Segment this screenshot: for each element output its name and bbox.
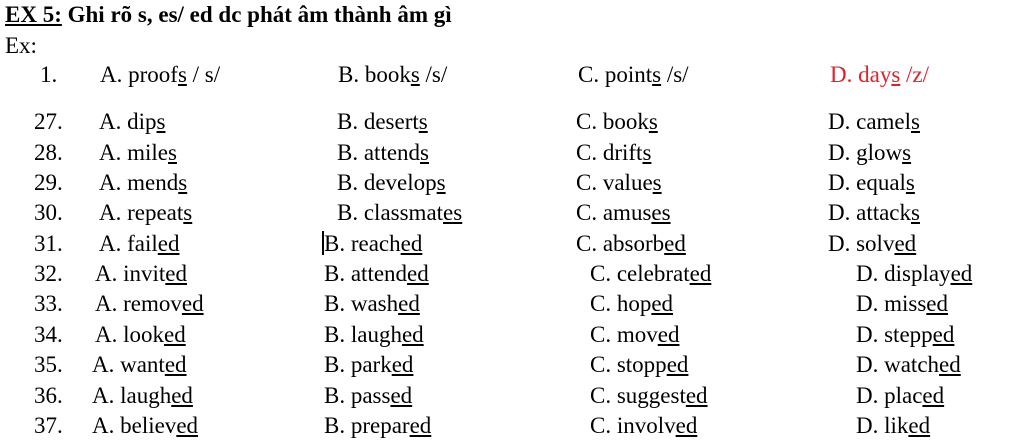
option-text: A. remov — [95, 291, 182, 316]
option-b — [324, 352, 413, 378]
option-c — [590, 352, 688, 378]
example-option-a — [100, 62, 220, 88]
option-text: A. laugh — [92, 383, 172, 408]
option-text: C. stopp — [590, 352, 667, 377]
option-a — [92, 413, 198, 439]
option-c — [590, 261, 711, 287]
question-number: 33. — [34, 291, 63, 316]
option-text: C. point — [578, 62, 653, 87]
option-a — [95, 291, 204, 317]
option-text: A. fail — [99, 231, 158, 256]
underlined-ending: ed — [651, 291, 674, 316]
underlined-ending: s — [648, 109, 658, 134]
underlined-ending: ed — [409, 413, 432, 438]
phonetic-answer: /z/ — [900, 62, 930, 87]
example-option-c — [578, 62, 689, 88]
question-number: 31. — [34, 231, 63, 256]
option-text: A. dip — [99, 109, 157, 134]
question-number: 35. — [34, 352, 63, 377]
option-text: C. absorb — [576, 231, 665, 256]
option-text: B. park — [324, 352, 392, 377]
option-text: C. hop — [590, 291, 652, 316]
option-text: C. celebrat — [590, 261, 690, 286]
underlined-ending: ed — [164, 352, 187, 377]
underlined-ending: ed — [689, 261, 712, 286]
underlined-ending: ed — [157, 231, 180, 256]
option-text: B. develop — [337, 170, 437, 195]
option-text: A. mend — [99, 170, 179, 195]
underlined-ending: s — [420, 140, 429, 165]
question-number: 37. — [34, 413, 63, 438]
option-text: A. invit — [95, 261, 166, 286]
example-label: Ex: — [5, 33, 37, 58]
phonetic-answer: /s/ — [661, 62, 689, 87]
option-text: A. look — [95, 322, 164, 347]
option-a — [92, 352, 187, 378]
option-c — [576, 109, 658, 135]
option-d — [856, 352, 961, 378]
underlined-ending: ed — [391, 352, 414, 377]
option-text: D. camel — [828, 109, 912, 134]
option-text: B. reach — [324, 231, 401, 256]
option-a — [99, 109, 165, 135]
option-b — [324, 231, 422, 257]
underlined-ending: s — [905, 170, 915, 195]
underlined-ending: ed — [176, 413, 199, 438]
option-text: D. day — [830, 62, 892, 87]
option-text: D. plac — [856, 383, 923, 408]
option-text: B. book — [338, 62, 411, 87]
underlined-ending: s — [410, 62, 420, 87]
underlined-ending: s — [183, 200, 193, 225]
option-text: C. mov — [590, 322, 658, 347]
option-text: C. suggest — [590, 383, 686, 408]
option-b — [337, 140, 429, 166]
option-text: D. watch — [856, 352, 940, 377]
option-c — [576, 200, 671, 226]
question-number: 28. — [34, 140, 63, 165]
underlined-ending: ed — [666, 352, 689, 377]
underlined-ending: s — [652, 170, 662, 195]
option-text: A. want — [92, 352, 165, 377]
option-d — [828, 140, 911, 166]
underlined-ending: ed — [926, 291, 949, 316]
option-a — [99, 170, 187, 196]
option-text: B. attend — [337, 140, 421, 165]
option-text: C. drift — [576, 140, 643, 165]
option-d — [856, 291, 948, 317]
underlined-ending: ed — [181, 291, 204, 316]
underlined-ending: ed — [407, 261, 429, 286]
question-number: 27. — [34, 109, 63, 134]
option-text: A. mile — [99, 140, 168, 165]
underlined-ending: s — [891, 62, 901, 87]
option-c — [590, 322, 679, 348]
example-number: 1. — [40, 62, 58, 87]
option-b — [324, 322, 424, 348]
exercise-title — [5, 2, 452, 28]
option-d — [856, 322, 954, 348]
underlined-ending: ed — [932, 322, 955, 347]
question-number: 34. — [34, 322, 63, 347]
option-text: C. book — [576, 109, 649, 134]
underlined-ending: ed — [401, 322, 424, 347]
underlined-ending: s — [652, 62, 662, 87]
option-d — [828, 109, 920, 135]
underlined-ending: s — [156, 109, 166, 134]
underlined-ending: ed — [390, 383, 413, 408]
example-option-b — [338, 62, 447, 88]
phonetic-answer: /s/ — [419, 62, 448, 87]
underlined-ending: ed — [950, 261, 973, 286]
underlined-ending: s — [911, 200, 920, 225]
option-text: A. repeat — [99, 200, 184, 225]
option-a — [99, 231, 179, 257]
underlined-ending: ed — [165, 261, 187, 286]
question-number: 32. — [34, 261, 63, 286]
option-text: D. stepp — [856, 322, 933, 347]
option-d — [828, 200, 920, 226]
option-c — [576, 170, 662, 196]
example-option-d — [830, 62, 929, 88]
exercise-instruction: Ghi rõ s, es/ ed dc phát âm thành âm gì — [67, 2, 452, 27]
option-b — [324, 383, 412, 409]
option-a — [99, 140, 177, 166]
underlined-ending: s — [418, 109, 428, 134]
question-number: 30. — [34, 200, 63, 225]
option-text: A. believ — [92, 413, 177, 438]
question-number: 29. — [34, 170, 63, 195]
underlined-ending: ed — [939, 352, 961, 377]
option-text: C. amus — [576, 200, 652, 225]
option-c — [576, 231, 686, 257]
underlined-ending: ed — [657, 322, 680, 347]
underlined-ending: ed — [685, 383, 708, 408]
exercise-label: EX 5: — [5, 2, 62, 27]
option-text: D. glow — [828, 140, 903, 165]
underlined-ending: s — [177, 62, 187, 87]
underlined-ending: ed — [400, 231, 423, 256]
option-d — [828, 231, 916, 257]
underlined-ending: s — [911, 109, 920, 134]
option-a — [95, 322, 186, 348]
underlined-ending: ed — [171, 383, 193, 408]
option-b — [324, 291, 420, 317]
option-b — [337, 109, 428, 135]
option-a — [99, 200, 192, 226]
option-text: C. value — [576, 170, 653, 195]
option-c — [590, 413, 697, 439]
underlined-ending: s — [178, 170, 188, 195]
option-b — [337, 170, 446, 196]
option-d — [828, 170, 915, 196]
option-text: D. equal — [828, 170, 906, 195]
option-text: B. desert — [337, 109, 419, 134]
option-text: C. involv — [590, 413, 676, 438]
option-text: B. classmat — [337, 200, 444, 225]
option-d — [856, 413, 930, 439]
option-d — [856, 383, 944, 409]
option-text: D. attack — [828, 200, 912, 225]
underlined-ending: ed — [164, 322, 186, 347]
option-text: D. solv — [828, 231, 895, 256]
underlined-ending: ed — [922, 383, 945, 408]
option-text: D. display — [856, 261, 951, 286]
option-text: B. wash — [324, 291, 399, 316]
question-number: 36. — [34, 383, 63, 408]
underlined-ending: ed — [664, 231, 686, 256]
option-b — [337, 200, 462, 226]
underlined-ending: ed — [908, 413, 931, 438]
option-text: D. lik — [856, 413, 909, 438]
option-a — [92, 383, 193, 409]
option-a — [95, 261, 187, 287]
option-c — [576, 140, 651, 166]
option-text: B. prepar — [324, 413, 410, 438]
option-text: D. miss — [856, 291, 927, 316]
underlined-ending: s — [642, 140, 652, 165]
option-b — [324, 261, 429, 287]
option-c — [590, 291, 673, 317]
underlined-ending: ed — [675, 413, 698, 438]
underlined-ending: ed — [894, 231, 917, 256]
option-b — [324, 413, 431, 439]
option-text: B. attend — [324, 261, 408, 286]
underlined-ending: es — [651, 200, 671, 225]
underlined-ending: s — [902, 140, 912, 165]
option-d — [856, 261, 972, 287]
option-text: B. laugh — [324, 322, 402, 347]
option-text: A. proof — [100, 62, 178, 87]
underlined-ending: ed — [398, 291, 420, 316]
underlined-ending: s — [168, 140, 177, 165]
option-c — [590, 383, 708, 409]
phonetic-answer: / s/ — [186, 62, 221, 87]
underlined-ending: es — [443, 200, 463, 225]
underlined-ending: s — [436, 170, 446, 195]
option-text: B. pass — [324, 383, 391, 408]
text-cursor — [322, 231, 324, 255]
